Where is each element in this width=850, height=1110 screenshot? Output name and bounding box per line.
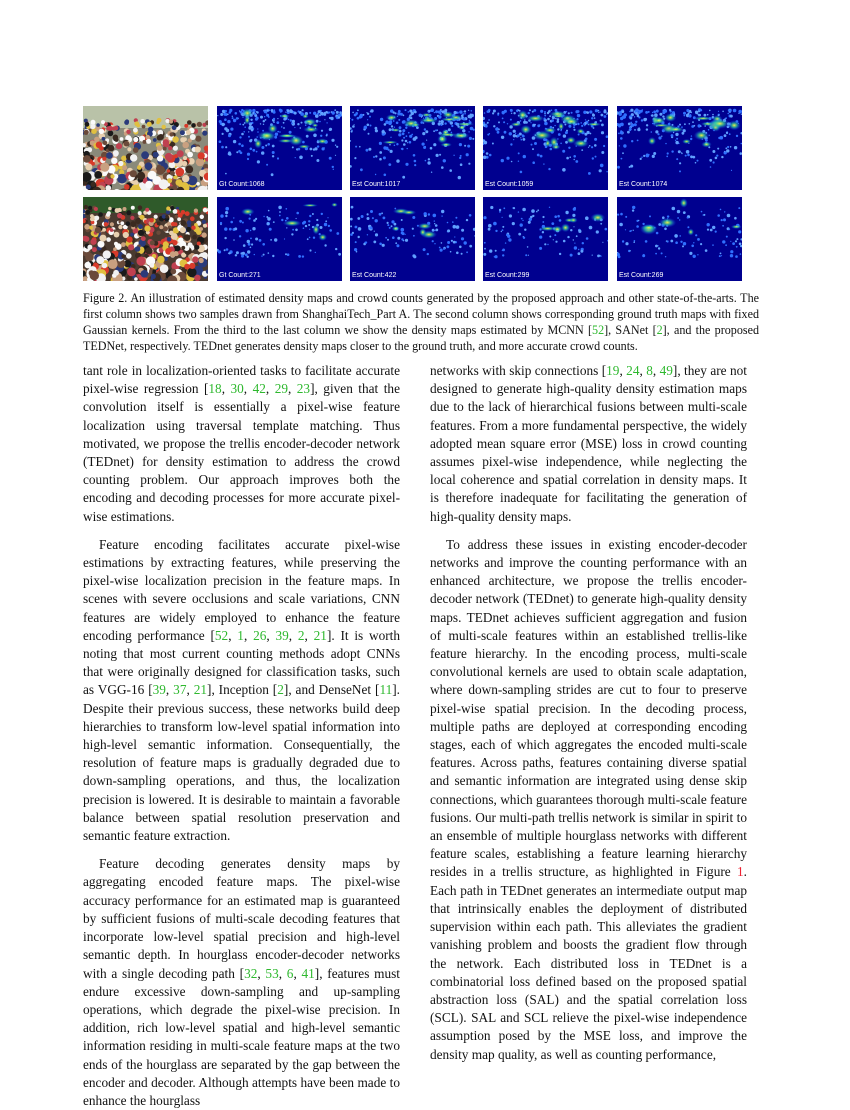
figure-2 (83, 106, 743, 281)
count-label: Est Count:422 (352, 272, 397, 279)
citation-link[interactable]: 2 (277, 682, 284, 698)
density-map-tednet-1 (617, 106, 742, 190)
density-map-gt-1 (217, 106, 342, 190)
citation-link[interactable]: 32 (244, 965, 258, 981)
citation-link[interactable]: 37 (173, 682, 187, 698)
citation-link[interactable]: 6 (286, 965, 294, 981)
citation-link[interactable]: 2 (656, 323, 663, 337)
citation-link[interactable]: 18 (208, 381, 222, 397)
text-run: Figure 2. An illustration of estimated density maps and crowd counts generated by the proposed approach and other state-of-the-arts. The first column shows two samples drawn from ShanghaiTech_Part A. The second column shows corresponding ground truth maps with fixed Gaussian kernels. From the third to the last column we show the density maps estimated by MCNN [ (83, 291, 759, 337)
text-run: , (293, 965, 302, 981)
text-run: . Each path in TEDnet generates an intermediate output map that intrinsically enables the deployment of distributed supervision within each path. This alleviates the gradient vanishing problem and boosts the gradient flow through the network. Each distributed loss in TEDnet is a combinatorial loss defined based on the proposed spatial abstraction loss (SAL) and the spatial correlation loss (SCL). SAL and SCL relieve the pixel-wise independence assumption posed by the MSE loss, and improve the density map quality, as well as counting performance, (430, 864, 747, 1062)
density-map-image (617, 197, 742, 281)
density-map-sanet-2 (483, 197, 608, 281)
citation-link[interactable]: 11 (379, 682, 393, 698)
text-run: , (288, 627, 298, 643)
count-label: Est Count:269 (619, 272, 664, 279)
text-run: , (186, 682, 194, 698)
text-run: Feature encoding facilitates accurate pixel-wise estimations by extracting features, while preserving the pixel-wise localization precision in the feature maps. In scenes with severe occlusions and scale variations, CNN features are widely employed to enhance the feature encoding performance [ (83, 536, 400, 643)
text-run: ], features must endure excessive down-sampling and up-sampling operations, which degrade the pixel-wise precision. In addition, rich low-level spatial and high-level semantic information residing in multi-scale feature maps at the two ends of the hourglass are separated by the gap between the encoder and decoder. Although attempts have been made to enhance the hourglass (83, 965, 400, 1108)
citation-link[interactable]: 21 (193, 682, 208, 698)
figure-ref-link[interactable]: 1 (737, 864, 744, 880)
citation-link[interactable]: 41 (301, 965, 315, 981)
count-label: Est Count:1074 (619, 181, 668, 188)
citation-link[interactable]: 42 (252, 381, 266, 397)
count-label: Est Count:1017 (352, 181, 401, 188)
text-run: , (265, 381, 275, 397)
citation-link[interactable]: 23 (296, 381, 311, 397)
citation-link[interactable]: 53 (265, 965, 279, 981)
density-map-image (350, 197, 475, 281)
density-map-gt-2 (217, 197, 342, 281)
text-run: ], and the proposed TEDNet, respectively. TEDnet generates density maps closer to the ground truth, and more accurate crowd counts. (83, 323, 759, 353)
text-run: tant role in localization-oriented tasks to facilitate accurate pixel-wise regression [ (83, 363, 400, 397)
citation-link[interactable]: 21 (313, 627, 327, 643)
text-run: , (165, 682, 174, 698)
density-map-image (483, 197, 608, 281)
crowd-photo-1-image (83, 106, 208, 190)
citation-link[interactable]: 39 (152, 682, 166, 698)
density-map-sanet-1 (483, 106, 608, 190)
text-run: , (266, 627, 276, 643)
text-run: , (278, 965, 287, 981)
text-run: ], and DenseNet [ (283, 682, 380, 698)
density-map-image (217, 106, 342, 190)
citation-link[interactable]: 30 (230, 381, 244, 397)
density-map-image (483, 106, 608, 190)
text-run: , (228, 627, 238, 643)
density-map-mcnn-2 (350, 197, 475, 281)
text-run: ], given that the convolution itself is essentially a pixel-wise feature localization using traversal template matching. Thus motivated, we propose the trellis encoder-decoder network (TEDnet) for density estimation to address the crowd counting problem. Our approach improves both the encoding and decoding processes for more accurate pixel-wise estimations. (83, 381, 400, 524)
text-run: ], SANet [ (604, 323, 657, 337)
text-run: , (304, 627, 314, 643)
text-run: , (221, 381, 231, 397)
text-run: , (619, 363, 627, 378)
citation-link[interactable]: 39 (275, 627, 289, 643)
crowd-photo-1 (83, 106, 208, 190)
density-map-image (217, 197, 342, 281)
paragraph (83, 855, 400, 1110)
count-label: Est Count:1059 (485, 181, 534, 188)
citation-link[interactable]: 19 (606, 363, 620, 378)
text-run: ]. Despite their previous success, these networks build deep hierarchies to transform low-level spatial information into high-level semantic information. Consequentially, the resolution of feature maps is gradually degraded due to down-sampling operations, and thus, the localization precision is lowered. It is desirable to maintain a favorable balance between spatial resolution preservation and semantic feature extraction. (83, 682, 401, 844)
density-map-image (617, 106, 742, 190)
citation-link[interactable]: 49 (659, 363, 673, 378)
crowd-photo-2-image (83, 197, 208, 281)
citation-link[interactable]: 2 (297, 627, 305, 643)
citation-link[interactable]: 26 (253, 627, 267, 643)
citation-link[interactable]: 29 (274, 381, 288, 397)
crowd-photo-2 (83, 197, 208, 281)
text-run: ], they are not designed to generate high-quality density estimation maps due to the lack of hierarchical fusions between multi-scale features. From a more fundamental perspective, the widely adopted mean square error (MSE) loss in crowd counting assumes pixel-wise independence, while neglecting the local coherence and spatial correlation in density maps. It is therefore inadequate for facilitating the generation of high-quality density maps. (430, 363, 747, 524)
text-run: Feature decoding generates density maps by aggregating encoded feature maps. The pixel-wise accuracy performance for an estimated map is guaranteed by sufficient fusions of multi-scale decoding features that incorporate low-level spatial precision and high-level semantic depth. In hourglass encoder-decoder networks with a single decoding path [ (83, 856, 400, 981)
paragraph (430, 536, 747, 1064)
count-label: Gt Count:1068 (219, 181, 265, 188)
density-map-tednet-2 (617, 197, 742, 281)
count-label: Gt Count:271 (219, 272, 261, 279)
text-run: networks with skip connections [ (430, 363, 607, 378)
citation-link[interactable]: 1 (237, 627, 244, 643)
citation-link[interactable]: 52 (214, 627, 229, 643)
right-column (430, 362, 747, 1064)
count-label: Est Count:299 (485, 272, 530, 279)
text-run: To address these issues in existing encoder-decoder networks and improve the counting performance with an enhanced architecture, we propose the trellis encoder-decoder network (TEDnet) to generate high-quality density maps. TEDnet achieves sufficient aggregation and fusion of multi-scale features within an established trellis-like feature hierarchy. In the encoding process, multi-scale convolutional kernels are used to obtain scale adaptation, where down-sampling strides are cut to four to preserve pixel-wise spatial precision. In the decoding process, multiple paths are deployed at corresponding encoding stages, each of which aggregates the encoded multi-scale features. Across paths, features containing diverse spatial and semantic information are integrated using dense skip connections, which guarantees thorough multi-scale feature fusions. Our multi-path trellis network is similar in spirit to an ensemble of multiple hourglass networks with different feature scales, establishing a feature learning hierarchy resides in a trellis structure, as highlighted in Figure (430, 536, 747, 880)
citation-link[interactable]: 52 (592, 323, 605, 337)
text-run: , (639, 363, 647, 378)
text-run: , (257, 965, 266, 981)
figure-caption (83, 290, 759, 354)
text-run: ], Inception [ (207, 682, 278, 698)
text-run: , (287, 381, 297, 397)
text-run: , (243, 627, 254, 643)
citation-link[interactable]: 24 (626, 363, 640, 378)
paragraph (83, 536, 400, 845)
text-run: , (652, 363, 660, 378)
paragraph (430, 362, 747, 526)
text-run: , (243, 381, 253, 397)
citation-link[interactable]: 8 (646, 363, 653, 378)
density-map-image (350, 106, 475, 190)
density-map-mcnn-1 (350, 106, 475, 190)
paragraph (83, 362, 400, 526)
left-column (83, 362, 400, 1110)
text-run: ]. It is worth noting that most current counting methods adopt CNNs that were originally designed for classification tasks, such as VGG-16 [ (83, 627, 401, 698)
